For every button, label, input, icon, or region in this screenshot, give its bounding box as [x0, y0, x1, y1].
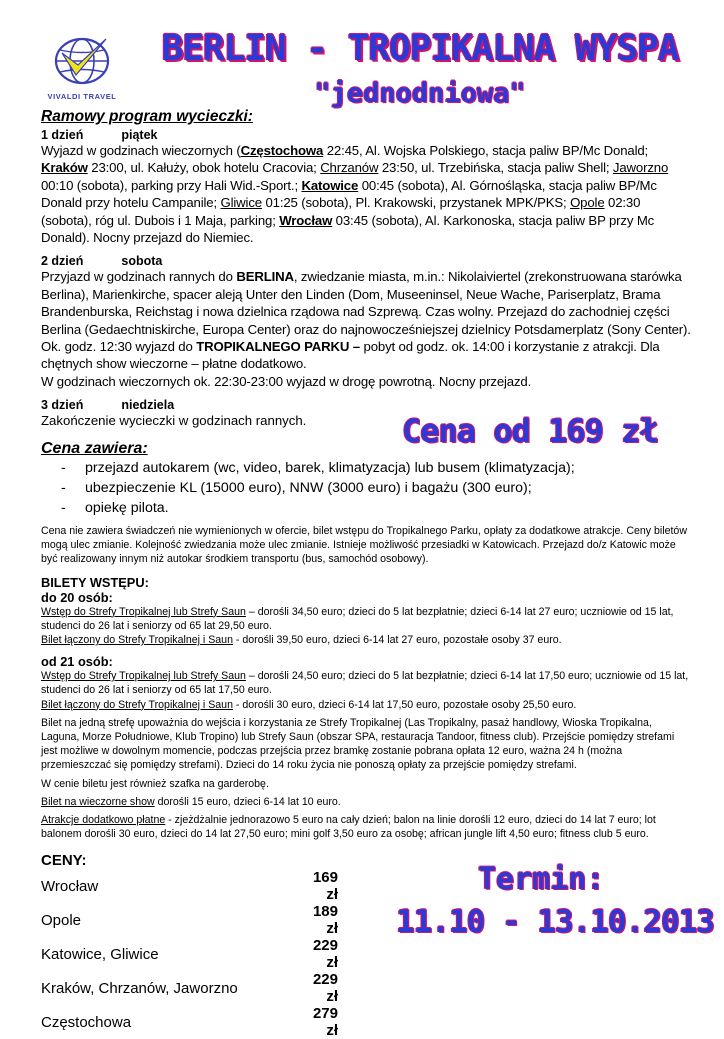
- price-value: 229 zł: [312, 937, 338, 971]
- day2-label: 2 dzień: [41, 254, 84, 269]
- city-krakow: Kraków: [41, 160, 88, 176]
- day1-header: [41, 128, 691, 142]
- page-title: BERLIN - TROPIKALNA WYSPA: [161, 28, 679, 69]
- includes-heading: Cena zawiera:: [41, 440, 148, 457]
- includes-item: - opiekę pilota.: [41, 498, 691, 518]
- prices-section: [41, 852, 338, 1039]
- price-value: 279 zł: [312, 1005, 338, 1039]
- price-value: 169 zł: [312, 869, 338, 903]
- tickets-heading: BILETY WSTĘPU:: [41, 574, 149, 590]
- price-city: Katowice, Gliwice: [41, 945, 159, 963]
- zones-info: Bilet na jedną strefę upoważnia do wejścia i korzystania ze Strefy Tropikalnej (Las Tropikalny, pasaż handlowy, Wioska Tropikalna, Laguna, Morze Południowe, Klub Tropino) lub Strefy Saun (obszar SPA, restauracja Tandoor, fitness club). Przejście pomiędzy strefami jest możliwe w dowolnym momencie, podczas przejścia przez bramkę zostanie pobrana opłata 12 euro, ważna 24 h (można przemieszczać się pomiędzy strefami). Dzieci do 14 roku życia nie ponoszą opłaty za przejście pomiędzy strefami.: [41, 716, 675, 772]
- includes-section: [41, 440, 691, 518]
- evening-show-info: [41, 795, 691, 809]
- city-czestochowa: Częstochowa: [240, 143, 324, 158]
- vivaldi-travel-logo: [52, 35, 112, 87]
- day1-t2: 23:00, ul. Kałuży, obok hotelu Cracovia;: [87, 160, 321, 176]
- day2-p2a: Ok. godz. 12:30 wyjazd do: [41, 339, 197, 355]
- city-wroclaw: Wrocław: [279, 212, 333, 228]
- show-b: dorośli 15 euro, dzieci 6-14 lat 10 euro.: [154, 795, 341, 808]
- globe-checkmark-icon: [52, 35, 112, 87]
- city-gliwice: Gliwice: [220, 195, 262, 211]
- includes-list: [41, 458, 691, 518]
- g21-l1a: Wstęp do Strefy Tropikalnej lub Strefy Saun: [41, 670, 246, 683]
- day1-t7: 02:30 (sobota), róg ul. Dubois i 1 Maja, parking;: [41, 195, 641, 228]
- group-20-heading: do 20 osób:: [41, 589, 113, 605]
- day2-text-2: [41, 338, 691, 373]
- day2-header: [41, 254, 691, 268]
- term-dates: 11.10 - 13.10.2013: [396, 904, 714, 940]
- prices-heading: CENY:: [41, 852, 87, 869]
- g21-l2b: - dorośli 30 euro, dzieci 6-14 lat 17,50 euro, pozostałe osoby 25,50 euro.: [232, 698, 577, 711]
- day2-p1a: Przyjazd w godzinach rannych do: [41, 269, 237, 285]
- city-chrzanow: Chrzanów: [320, 160, 379, 176]
- page-subtitle: "jednodniowa": [314, 78, 526, 109]
- term-label: Termin:: [478, 862, 605, 897]
- locker-info: W cenie biletu jest również szafka na garderobę.: [41, 777, 269, 790]
- table-row: [41, 1005, 338, 1039]
- table-row: [41, 869, 338, 903]
- group-21-line-2: [41, 698, 691, 712]
- includes-item: - przejazd autokarem (wc, video, barek, klimatyzacja) lub busem (klimatyzacja);: [41, 458, 691, 478]
- day2-p2c: pobyt od godz. ok. 14:00 i korzystanie z atrakcji. Dla chętnych show wieczorne – płatne dodatkowo.: [41, 339, 660, 372]
- g20-l2b: - dorośli 39,50 euro, dzieci 6-14 lat 27 euro, pozostałe osoby 37 euro.: [232, 634, 562, 647]
- day1-t8: 03:45 (sobota), Al. Karkonoska, stacja paliw BP przy Mc Donald). Nocny przejazd do Niemiec.: [41, 212, 655, 246]
- tickets-section: [41, 524, 691, 841]
- price-note: Cena nie zawiera świadczeń nie wymienionych w ofercie, bilet wstępu do Tropikalnego Parku, opłaty za dodatkowe atrakcje. Ceny biletów mogą ulec zmianie. Kolejność zwiedzania może ulec zmianie. Istnieje możliwość przesiadki w Katowicach. Przejazd do/z Katowic może być realizowany innym niż autokar środkiem transportu (bus, samochód osobowy).: [41, 525, 687, 566]
- day3-header: [41, 398, 691, 412]
- city-katowice: Katowice: [301, 177, 359, 193]
- table-row: [41, 937, 338, 971]
- includes-item: - ubezpieczenie KL (15000 euro), NNW (3000 euro) i bagażu (300 euro);: [41, 478, 691, 498]
- g20-l1a: Wstęp do Strefy Tropikalnej lub Strefy Saun: [41, 605, 246, 618]
- day1-text: [41, 142, 691, 246]
- extra-attractions-info: [41, 813, 691, 841]
- city-opole: Opole: [570, 195, 605, 211]
- day1-t4: 00:10 (sobota), parking przy Hali Wid.-Sport.;: [41, 177, 302, 193]
- show-a: Bilet na wieczorne show: [41, 795, 155, 808]
- day2-text-3: W godzinach wieczornych ok. 22:30-23:00 wyjazd w drogę powrotną. Nocny przejazd.: [41, 373, 532, 389]
- g20-l1b: – dorośli 34,50 euro; dzieci do 5 lat bezpłatnie; dzieci 6-14 lat 27 euro; uczniowie od 15 lat, studenci do 26 lat i seniorzy od 65 lat 29,50 euro.: [41, 605, 674, 632]
- day1-t1: 22:45, Al. Wojska Polskiego, stacja paliw BP/Mc Donald;: [323, 143, 649, 158]
- day1-t5: 00:45 (sobota), Al. Górnośląska, stacja paliw BP/Mc Donald przy hotelu Campanile;: [41, 177, 657, 211]
- g20-l2a: Bilet łączony do Strefy Tropikalnej i Saun: [41, 634, 233, 647]
- g21-l2a: Bilet łączony do Strefy Tropikalnej i Saun: [41, 698, 233, 711]
- day3-name: niedziela: [121, 398, 175, 413]
- price-value: 229 zł: [312, 971, 338, 1005]
- group-20-line-2: [41, 633, 691, 647]
- day1-label: 1 dzień: [41, 128, 84, 142]
- program-section: [41, 108, 691, 430]
- price-city: Częstochowa: [41, 1013, 132, 1031]
- day2-text-1: [41, 268, 691, 338]
- group-20-line-1: [41, 605, 691, 633]
- day2-name: sobota: [121, 254, 163, 269]
- price-city: Opole: [41, 911, 82, 929]
- program-heading: Ramowy program wycieczki:: [41, 108, 253, 125]
- day1-name: piątek: [121, 128, 158, 142]
- extra-a: Atrakcje dodatkowo płatne: [41, 814, 166, 827]
- tropical-park-bold: TROPIKALNEGO PARKU –: [196, 339, 360, 355]
- day3-label: 3 dzień: [41, 398, 84, 413]
- day1-lead: Wyjazd w godzinach wieczornych (: [41, 143, 241, 158]
- group-21-line-1: [41, 669, 691, 697]
- logo-text: VIVALDI TRAVEL: [47, 92, 117, 101]
- day1-t6: 01:25 (sobota), Pl. Krakowski, przystanek MPK/PKS;: [261, 195, 571, 211]
- city-jaworzno: Jaworzno: [612, 160, 669, 176]
- group-21-heading: od 21 osób:: [41, 654, 113, 670]
- extra-b: - zjeżdżalnie jednorazowo 5 euro na cały dzień; balon na linie dorośli 12 euro, dzieci do 14 lat 7 euro; lot balonem dorośli 30 euro, dzieci do 14 lat 27,50 euro; mini golf 3,50 euro za osobę; african jungle lift 4,50 euro; fitness club 5 euro.: [41, 814, 656, 841]
- prices-table: [41, 869, 338, 1039]
- g21-l1b: – dorośli 24,50 euro; dzieci do 5 lat bezpłatnie; dzieci 6-14 lat 17,50 euro; uczniowie od 15 lat, studenci do 26 lat i seniorzy od 65 lat 17,50 euro.: [41, 670, 689, 697]
- price-value: 189 zł: [312, 903, 338, 937]
- day3-text: Zakończenie wycieczki w godzinach rannych.: [41, 413, 307, 429]
- berlin-bold: BERLINA: [236, 269, 294, 285]
- table-row: [41, 971, 338, 1005]
- day2-p1c: , zwiedzanie miasta, m.in.: Nikolaiviertel (zrekonstruowana starówka Berlina), Marienkirche, spacer aleją Unter den Linden (Dom, Museeninsel, Neue Wache, Pariserplatz, Brama Brandenburska, Reichstag i nowa dzielnica rządowa nad Szprewą. Czas wolny. Przejazd do zachodniej części Berlina (Gedaechtniskirche, Europa Center) oraz do najnowocześniejszej dzielnicy Potsdamerplatz (Sony Center).: [41, 269, 691, 337]
- price-city: Wrocław: [41, 877, 99, 895]
- table-row: [41, 903, 338, 937]
- price-city: Kraków, Chrzanów, Jaworzno: [41, 979, 238, 997]
- price-banner: Cena od 169 zł: [402, 412, 658, 450]
- day1-t3: 23:50, ul. Trzebińska, stacja paliw Shell;: [378, 160, 613, 176]
